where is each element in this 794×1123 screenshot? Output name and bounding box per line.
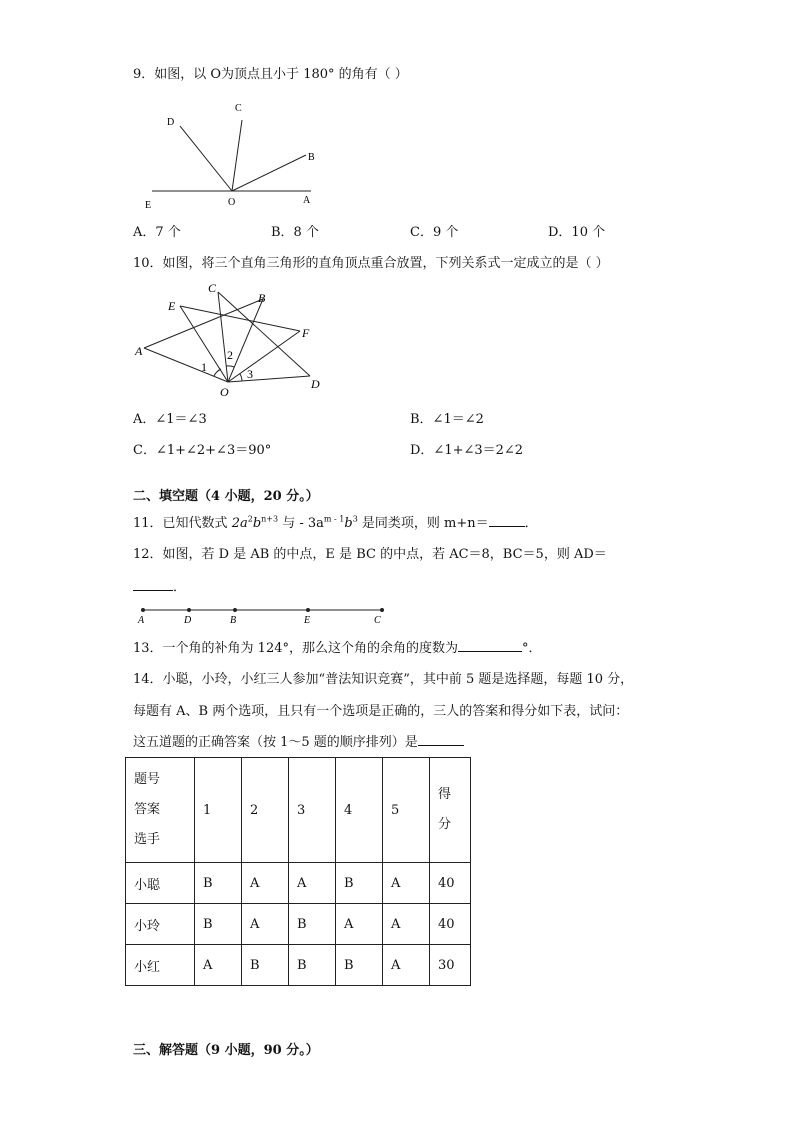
- section2-title: 二、填空题（4 小题，20 分。）: [133, 489, 319, 504]
- table-row: [126, 863, 471, 904]
- q9-label-A: A: [303, 195, 311, 206]
- q14-line1: 14．小聪，小玲，小红三人参加“普法知识竞赛”，其中前 5 题是选择题，每题 10 分，: [133, 672, 634, 687]
- q12-point-C: C: [374, 615, 381, 626]
- score-cell: 30: [430, 945, 471, 986]
- answer-cell: B: [242, 945, 289, 986]
- table-row: [126, 904, 471, 945]
- q14-blank: [418, 733, 464, 746]
- q10-angle-1: 1: [201, 360, 207, 374]
- answer-cell: B: [336, 863, 383, 904]
- q12-point-E: E: [304, 615, 311, 626]
- q9-option-a: A．7 个: [133, 225, 181, 240]
- q9-option-c: C．9 个: [410, 225, 459, 240]
- q9-label-E: E: [145, 200, 152, 211]
- q10-label-F: F: [302, 326, 310, 340]
- q10-angle-3: 3: [247, 367, 253, 381]
- q10-stem: 10．如图，将三个直角三角形的直角顶点重合放置，下列关系式一定成立的是（ ）: [133, 256, 609, 271]
- answer-cell: B: [195, 904, 242, 945]
- q10-option-b: B．∠1＝∠2: [410, 412, 484, 427]
- q9-ray-OD: [180, 126, 232, 191]
- q10-label-O: O: [220, 385, 229, 399]
- table-col-3: 3: [289, 758, 336, 863]
- answer-cell: A: [383, 904, 430, 945]
- q10-label-E: E: [168, 299, 176, 313]
- q9-label-O: O: [228, 197, 236, 208]
- q12-figure: [130, 602, 395, 627]
- table-score-header: 得 分: [430, 758, 471, 863]
- q10-label-C: C: [208, 281, 217, 295]
- q13-blank: [458, 639, 522, 652]
- q9-ray-OC: [232, 120, 242, 191]
- q9-ray-OB: [232, 155, 306, 191]
- score-cell: 40: [430, 863, 471, 904]
- q14-line3: 这五道题的正确答案（按 1～5 题的顺序排列）是: [133, 733, 464, 752]
- q12-point-A: A: [138, 615, 145, 626]
- q9-option-b: B．8 个: [271, 225, 319, 240]
- answer-cell: A: [242, 904, 289, 945]
- q9-label-C: C: [235, 103, 242, 114]
- q12-point-D: D: [184, 615, 192, 626]
- section3-title: 三、解答题（9 小题，90 分。）: [133, 1043, 319, 1058]
- q10-option-a: A．∠1＝∠3: [133, 412, 207, 427]
- q13-stem: 13．一个角的补角为 124°，那么这个角的余角的度数为 °．: [133, 641, 542, 656]
- player-name: 小红: [126, 945, 195, 986]
- table-col-2: 2: [242, 758, 289, 863]
- q12-second-line: ．: [133, 578, 186, 597]
- answer-cell: A: [242, 863, 289, 904]
- answer-cell: B: [336, 945, 383, 986]
- q14-score-table: [125, 757, 471, 986]
- score-cell: 40: [430, 904, 471, 945]
- q10-label-B: B: [258, 291, 266, 305]
- q12-blank: [133, 578, 173, 591]
- q14-line2: 每题有 A、B 两个选项，且只有一个选项是正确的，三人的答案和得分如下表，试问：: [133, 704, 629, 719]
- player-name: 小聪: [126, 863, 195, 904]
- q10-option-c: C．∠1+∠2+∠3＝90°: [133, 443, 272, 458]
- answer-cell: B: [289, 904, 336, 945]
- table-row: [126, 945, 471, 986]
- q9-label-D: D: [167, 117, 175, 128]
- table-col-1: 1: [195, 758, 242, 863]
- q12-point-B: B: [230, 615, 237, 626]
- q10-label-D: D: [311, 377, 320, 391]
- q9-figure: [140, 98, 330, 213]
- player-name: 小玲: [126, 904, 195, 945]
- answer-cell: A: [383, 945, 430, 986]
- q10-angle-2: 2: [227, 348, 233, 362]
- answer-cell: A: [383, 863, 430, 904]
- q11-stem: 11．已知代数式 $2a^2b^{n+3}$ 与 - $3a^{m - 1}b^3$ 是同类项，则 m+n＝ ．: [133, 514, 538, 531]
- answer-cell: B: [195, 863, 242, 904]
- table-col-5: 5: [383, 758, 430, 863]
- q10-figure: [130, 278, 330, 403]
- table-header-row: [126, 758, 471, 863]
- answer-cell: A: [336, 904, 383, 945]
- answer-cell: B: [289, 945, 336, 986]
- q10-option-d: D．∠1+∠3＝2∠2: [410, 443, 524, 458]
- q11-blank: [489, 514, 525, 527]
- q9-stem: 9．如图，以 O为顶点且小于 180° 的角有（ ）: [133, 67, 408, 82]
- answer-cell: A: [289, 863, 336, 904]
- q12-stem: 12．如图，若 D 是 AB 的中点，E 是 BC 的中点，若 AC＝8，BC＝5，则 AD＝: [133, 547, 607, 562]
- q10-label-A: A: [135, 344, 143, 358]
- answer-cell: A: [195, 945, 242, 986]
- table-col-4: 4: [336, 758, 383, 863]
- q9-option-d: D．10 个: [548, 225, 606, 240]
- q9-label-B: B: [308, 152, 315, 163]
- table-corner-cell: 题号 答案 选手: [126, 758, 195, 863]
